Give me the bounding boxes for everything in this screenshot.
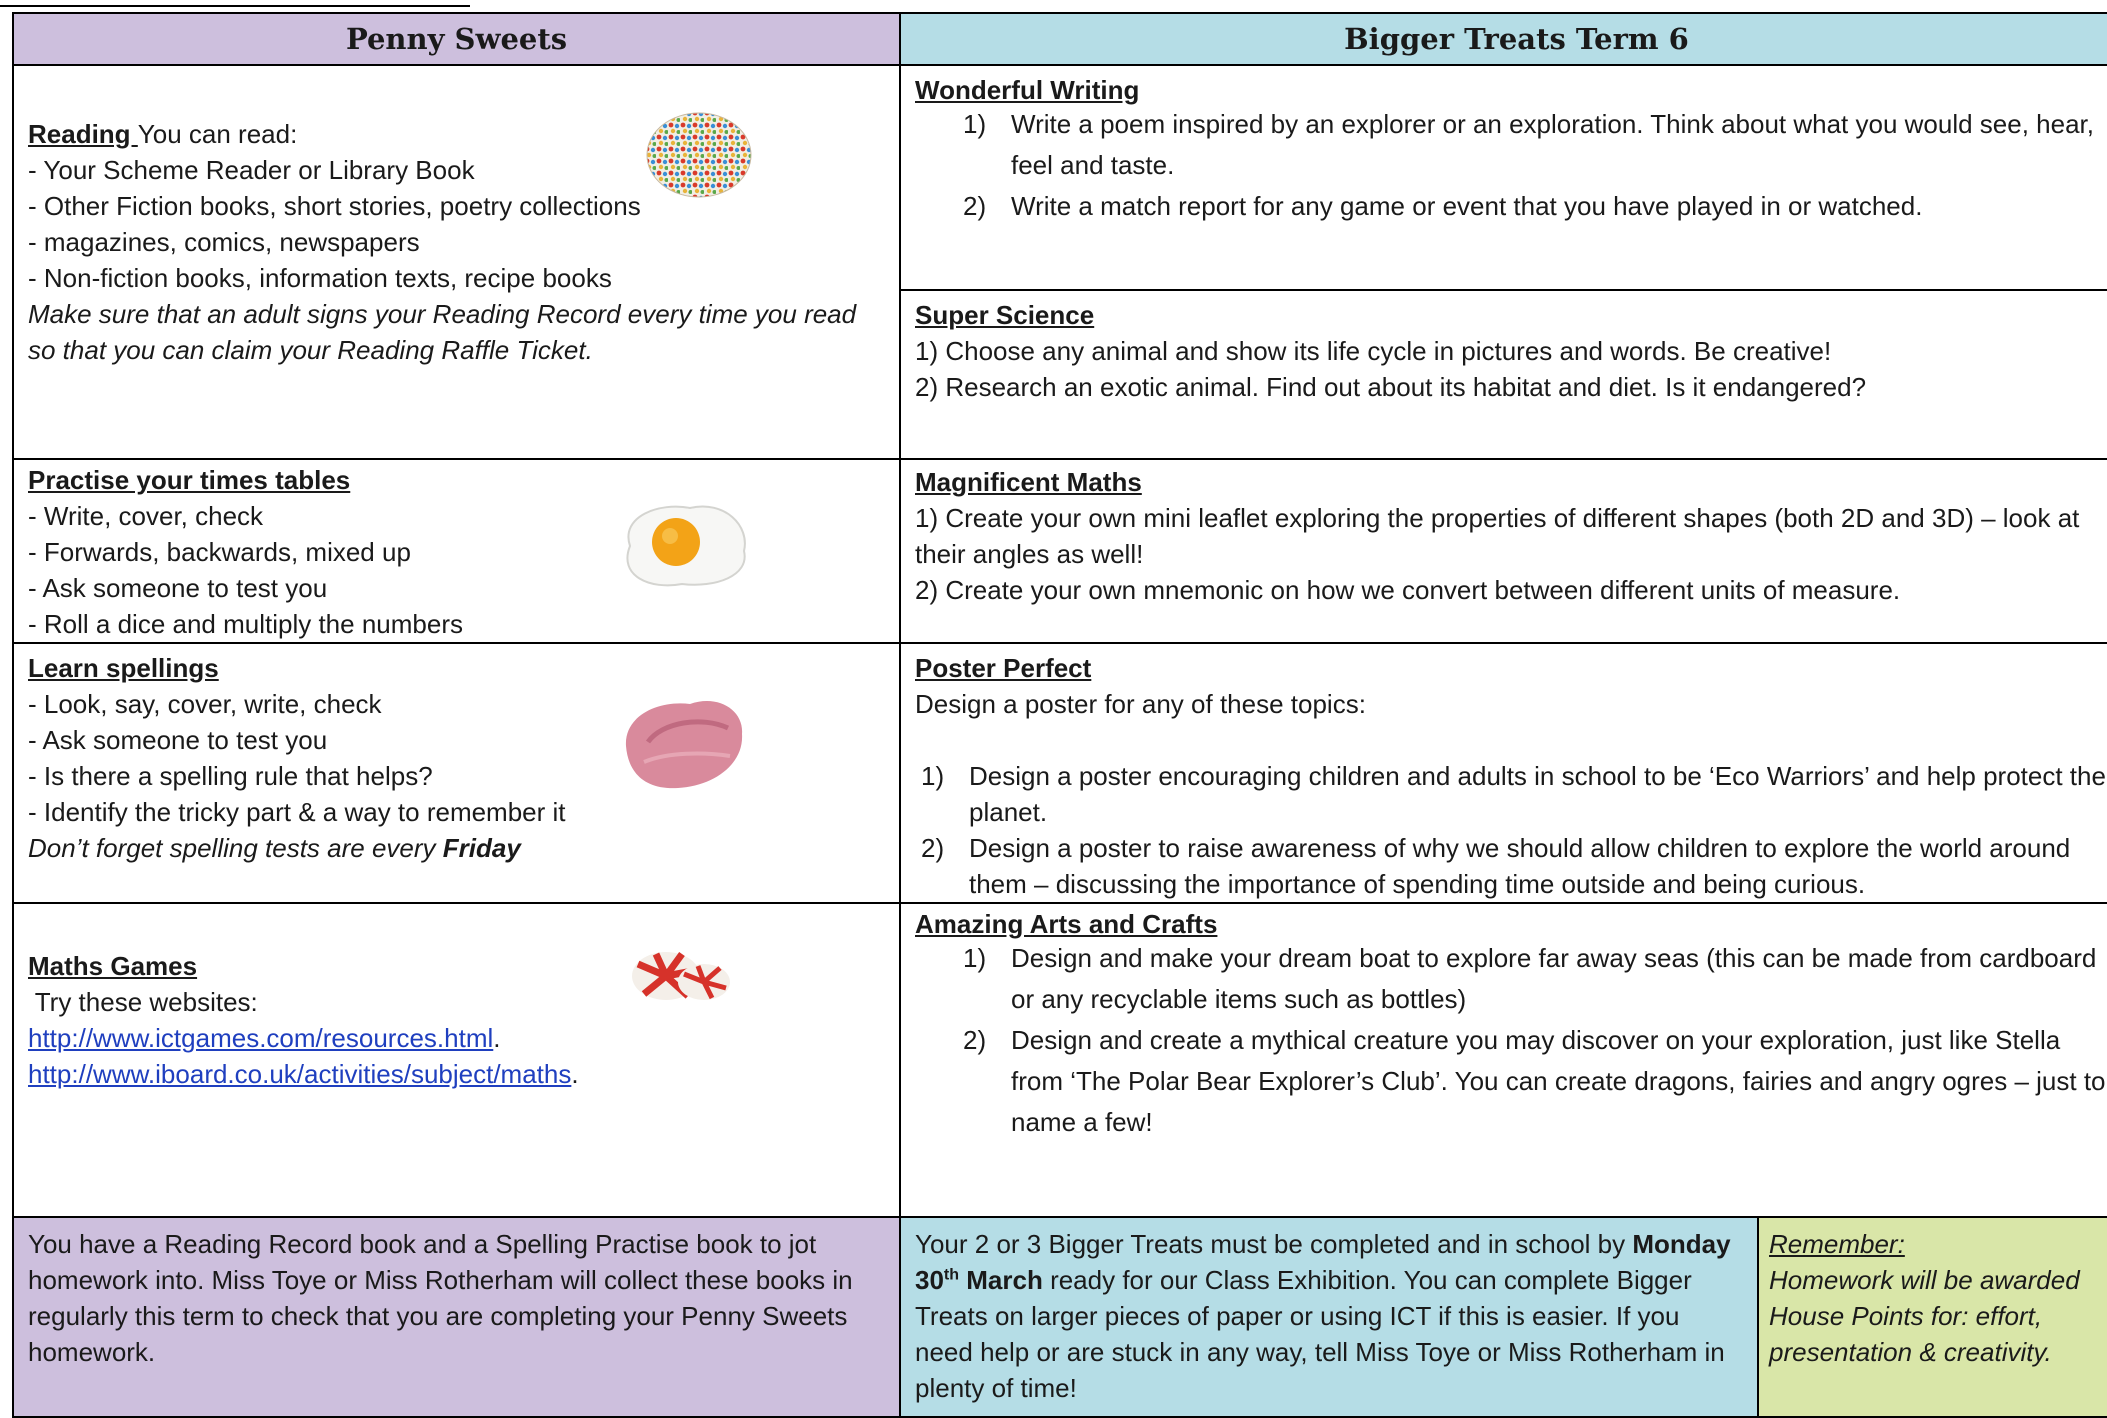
list-item — [921, 758, 2107, 830]
science-item-2: 2) Research an exotic animal. Find out about its habitat and diet. Is it endangered? — [915, 372, 1867, 403]
reading-note-line1: Make sure that an adult signs your Reading Record every time you read — [28, 299, 857, 329]
item-number: 1) — [963, 943, 987, 973]
item-text: Write a match report for any game or event that you have played in or watched. — [1011, 191, 1923, 221]
science-title: Super Science — [915, 300, 1095, 331]
reading-title: Reading — [28, 119, 138, 149]
list-item: - Forwards, backwards, mixed up — [28, 537, 411, 567]
top-rule — [0, 5, 470, 7]
writing-cell — [900, 65, 2107, 290]
spellings-cell — [13, 643, 900, 903]
reading-note-line2: so that you can claim your Reading Raffle Ticket. — [28, 335, 593, 365]
list-item — [963, 938, 2107, 1020]
item-text: Design a poster encouraging children and adults in school to be ‘Eco Warriors’ and help protect the planet. — [969, 761, 2106, 827]
remember-footer — [1758, 1217, 2107, 1417]
list-item: - Write, cover, check — [28, 501, 264, 531]
list-item: - Ask someone to test you — [28, 725, 328, 755]
science-item-1: 1) Choose any animal and show its life cycle in pictures and words. Be creative! — [915, 336, 1832, 367]
item-text: Write a poem inspired by an explorer or an exploration. Think about what you would see, hear, feel and taste. — [1011, 109, 2094, 180]
arts-cell — [900, 903, 2107, 1217]
list-item — [921, 830, 2107, 902]
science-cell — [900, 290, 2107, 459]
ictgames-link[interactable]: http://www.ictgames.com/resources.html — [28, 1023, 494, 1053]
item-number: 2) — [963, 1025, 987, 1055]
homework-grid — [12, 12, 2107, 1418]
maths-games-intro: Try these websites: — [28, 987, 258, 1017]
maths-title: Magnificent Maths — [915, 467, 1142, 497]
list-item: - Your Scheme Reader or Library Book — [28, 155, 475, 185]
reading-intro: You can read: — [137, 119, 298, 149]
list-item: - Identify the tricky part & a way to remember it — [28, 797, 566, 827]
maths-cell — [900, 459, 2107, 643]
times-tables-list — [28, 498, 885, 642]
list-item — [963, 104, 2107, 186]
bigger-treats-header: Bigger Treats Term 6 — [900, 13, 2107, 65]
arts-title: Amazing Arts and Crafts — [915, 909, 1218, 939]
maths-item-2: 2) Create your own mnemonic on how we convert between different units of measure. — [915, 575, 1901, 605]
spellings-note-day: Friday — [442, 833, 521, 863]
link-dot: . — [493, 1023, 501, 1053]
poster-list — [915, 758, 2107, 902]
remember-title: Remember: — [1769, 1229, 1905, 1259]
deadline-day: Monday 30 — [915, 1229, 1731, 1295]
item-number: 2) — [963, 191, 987, 221]
deadline-intro: Your 2 or 3 Bigger Treats must be completed and in school by — [915, 1229, 1633, 1259]
link-row — [28, 1020, 885, 1056]
link-dot: . — [571, 1059, 579, 1089]
arts-list — [915, 938, 2107, 1143]
penny-sweets-footer: You have a Reading Record book and a Spelling Practise book to jot homework into. Miss Toye or Miss Rotherham will collect these books in regularly this term to check that you are completing your Penny Sweets homework. — [13, 1217, 900, 1417]
list-item — [963, 1020, 2107, 1143]
item-number: 2) — [921, 833, 945, 863]
times-tables-title: Practise your times tables — [28, 465, 351, 495]
bigger-treats-footer — [900, 1217, 1758, 1417]
maths-games-title: Maths Games — [28, 951, 198, 981]
deadline-month: March — [959, 1265, 1043, 1295]
maths-games-cell — [13, 903, 900, 1217]
sprinkle-sweet-image — [644, 110, 754, 200]
peppermint-sweets-image — [628, 942, 732, 1004]
list-item: - Is there a spelling rule that helps? — [28, 761, 433, 791]
item-number: 1) — [921, 761, 945, 791]
reading-cell — [13, 65, 900, 459]
penny-sweets-header: Penny Sweets — [13, 13, 900, 65]
poster-cell — [900, 643, 2107, 903]
writing-title: Wonderful Writing — [915, 75, 1140, 105]
fried-egg-sweet-image — [610, 496, 755, 592]
item-text: Design and create a mythical creature you may discover on your exploration, just like Stella from ‘The Polar Bear Explorer’s Club’. You can create dragons, fairies and angry ogres – just to name a few! — [1011, 1025, 2106, 1137]
writing-list — [915, 104, 2107, 227]
deadline-suffix: th — [943, 1266, 960, 1284]
pink-shrimp-sweet-image — [618, 686, 748, 794]
poster-title: Poster Perfect — [915, 653, 1092, 683]
remember-text: Homework will be awarded House Points for: effort, presentation & creativity. — [1769, 1265, 2080, 1367]
list-item: - Look, say, cover, write, check — [28, 689, 382, 719]
list-item — [963, 186, 2107, 227]
spellings-note — [28, 830, 885, 866]
spellings-note-text: Don’t forget spelling tests are every — [28, 833, 443, 863]
item-number: 1) — [963, 109, 987, 139]
deadline-details: ready for our Class Exhibition. You can complete Bigger Treats on larger pieces of paper or using ICT if this is easier. If you need help or are stuck in any way, tell Miss Toye or Miss Rotherham in plenty of time! — [915, 1265, 1725, 1403]
list-item: - Ask someone to test you — [28, 573, 328, 603]
spellings-title: Learn spellings — [28, 653, 219, 683]
reading-list — [28, 152, 885, 296]
list-item: - magazines, comics, newspapers — [28, 227, 420, 257]
list-item: - Other Fiction books, short stories, poetry collections — [28, 191, 641, 221]
item-text: Design a poster to raise awareness of why we should allow children to explore the world around them – discussing the importance of spending time outside and being curious. — [969, 833, 2071, 899]
list-item: - Non-fiction books, information texts, recipe books — [28, 263, 612, 293]
times-tables-cell — [13, 459, 900, 643]
maths-item-1: 1) Create your own mini leaflet exploring the properties of different shapes (both 2D and 3D) – look at their angles as well! — [915, 503, 2080, 569]
iboard-link[interactable]: http://www.iboard.co.uk/activities/subject/maths — [28, 1059, 572, 1089]
link-row — [28, 1056, 885, 1092]
spellings-list — [28, 686, 885, 830]
poster-intro: Design a poster for any of these topics: — [915, 689, 1366, 719]
item-text: Design and make your dream boat to explore far away seas (this can be made from cardboard or any recyclable items such as bottles) — [1011, 943, 2097, 1014]
list-item: - Roll a dice and multiply the numbers — [28, 609, 463, 639]
